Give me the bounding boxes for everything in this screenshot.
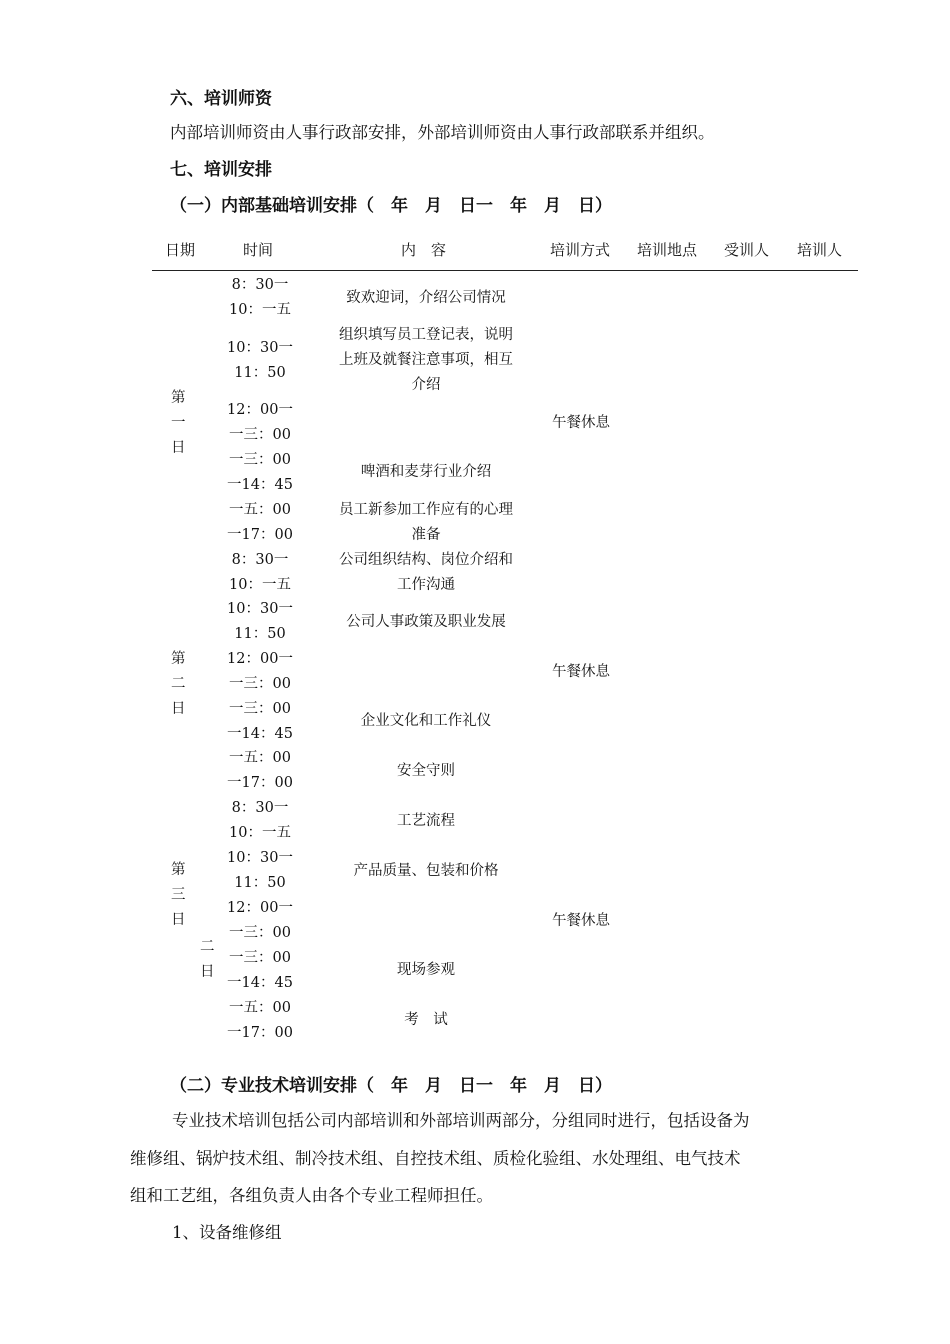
day-label: 第 三 日 [171,862,186,928]
session-topic: 公司人事政策及职业发展 [346,614,506,630]
time-slot: 一三：00 一14：45 [227,950,293,991]
day-label: 二 日 [200,939,215,980]
technical-training-heading: （二）专业技术培训安排（ 年 月 日一 年 月 日） [170,1076,612,1096]
header-method: 培训方式 [550,241,611,259]
session-topic: 啤酒和麦芽行业介绍 [360,464,492,480]
section-6-heading: 六、培训师资 [170,89,272,109]
session-topic: 考 试 [404,1012,448,1028]
header-content: 内 容 [401,241,447,259]
technical-paragraph-line: 组和工艺组，各组负责人由各个专业工程师担任。 [130,1186,493,1205]
day-label: 第 一 日 [171,390,186,456]
session-topic: 现场参观 [397,962,455,978]
header-rule [152,270,858,271]
session-topic: 企业文化和工作礼仪 [360,713,492,729]
lunch-break: 午餐休息 [552,415,610,431]
time-slot: 10：30一 11：50 [227,850,293,891]
session-topic: 致欢迎词，介绍公司情况 [346,290,506,306]
time-slot: 12：00一 一三：00 [227,900,293,941]
session-topic: 工艺流程 [397,813,455,829]
time-slot: 10：30一 11：50 [227,340,293,381]
lunch-break: 午餐休息 [552,664,610,680]
time-slot: 一五：00 一17：00 [227,502,293,543]
time-slot: 一五：00 一17：00 [227,1000,293,1041]
time-slot: 8：30一 10：一五 [229,552,291,593]
section-6-body: 内部培训师资由人事行政部安排，外部培训师资由人事行政部联系并组织。 [170,123,715,142]
technical-paragraph-line: 维修组、锅炉技术组、制冷技术组、自控技术组、质检化验组、水处理组、电气技术 [130,1149,741,1168]
equipment-maintenance-item: 1、设备维修组 [172,1223,282,1242]
time-slot: 一五：00 一17：00 [227,750,293,791]
header-time: 时间 [243,241,274,259]
day-label: 第 二 日 [171,651,186,717]
session-topic: 安全守则 [397,763,455,779]
time-slot: 12：00一 一三：00 [227,651,293,692]
time-slot: 一三：00 一14：45 [227,701,293,742]
header-trainer: 培训人 [797,241,843,259]
session-topic: 产品质量、包装和价格 [353,863,499,879]
time-slot: 12：00一 一三：00 [227,402,293,443]
lunch-break: 午餐休息 [552,913,610,929]
section-7-heading: 七、培训安排 [170,160,272,180]
technical-paragraph-line: 专业技术培训包括公司内部培训和外部培训两部分，分组同时进行，包括设备为 [172,1111,750,1130]
header-location: 培训地点 [637,241,698,259]
time-slot: 8：30一 10：一五 [229,277,291,318]
session-topic: 员工新参加工作应有的心理 准备 [339,502,513,543]
internal-training-heading: （一）内部基础培训安排（ 年 月 日一 年 月 日） [170,196,612,216]
time-slot: 10：30一 11：50 [227,601,293,642]
header-trainee: 受训人 [724,241,770,259]
time-slot: 一三：00 一14：45 [227,452,293,493]
header-date: 日期 [165,241,196,259]
session-topic: 公司组织结构、岗位介绍和 工作沟通 [339,552,513,593]
time-slot: 8：30一 10：一五 [229,800,291,841]
session-topic: 组织填写员工登记表，说明 上班及就餐注意事项，相互 介绍 [339,327,513,393]
